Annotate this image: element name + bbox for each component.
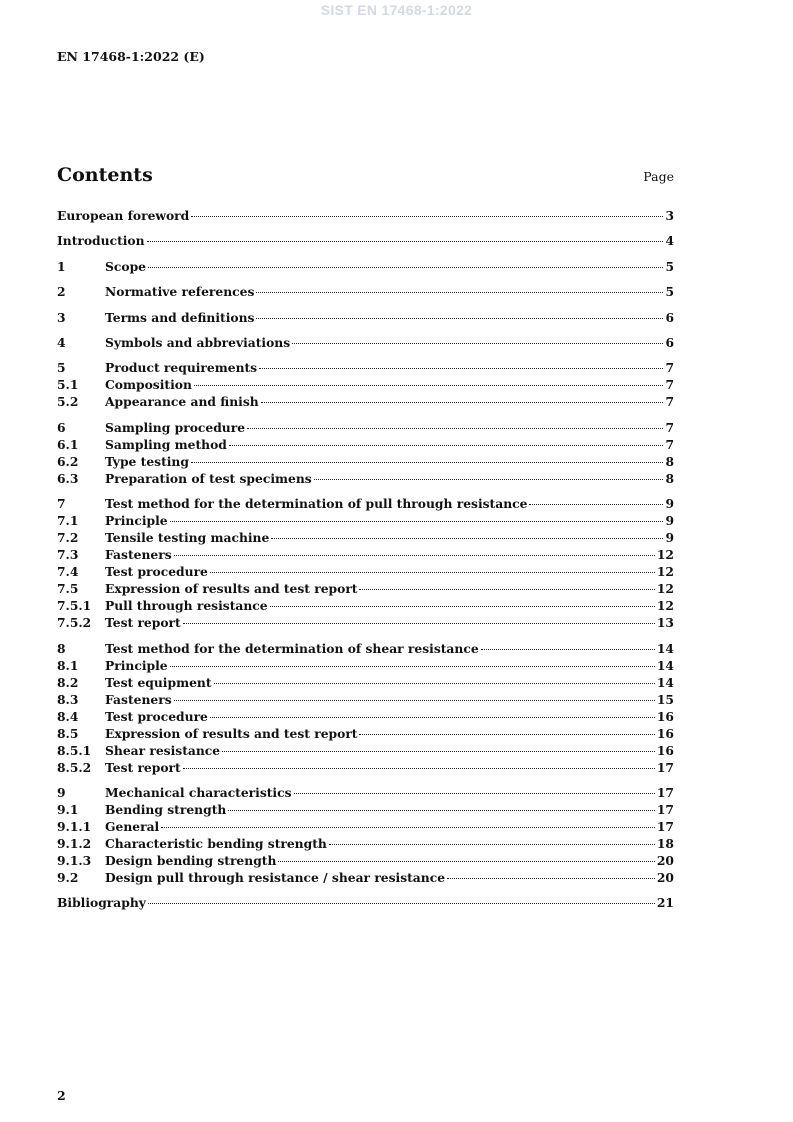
toc-dot-leader — [447, 878, 655, 879]
toc-group — [57, 334, 674, 351]
toc-entry-title: Mechanical characteristics — [105, 784, 292, 800]
toc-entry-number: 5 — [57, 360, 66, 376]
toc-entry-number: 6.1 — [57, 436, 79, 452]
toc-entry-page: 17 — [656, 759, 674, 775]
toc-dot-leader — [183, 623, 655, 624]
toc-entry-number: 8.5.1 — [57, 742, 92, 758]
toc-entry-number: 6.2 — [57, 453, 79, 469]
toc-entry-page: 17 — [656, 801, 674, 817]
toc-entry-number: 8.3 — [57, 691, 79, 707]
document-id: EN 17468-1:2022 (E) — [57, 49, 205, 64]
toc-entry[interactable] — [57, 708, 674, 725]
toc-entry-title: Symbols and abbreviations — [105, 334, 291, 350]
toc-entry-page: 16 — [656, 708, 674, 724]
toc-entry-page: 15 — [656, 691, 674, 707]
toc-entry-page: 17 — [656, 784, 674, 800]
toc-dot-leader — [261, 402, 664, 403]
toc-dot-leader — [147, 241, 664, 242]
toc-entry[interactable] — [57, 393, 674, 410]
toc-entry-page: 6 — [665, 309, 674, 325]
toc-entry-title: Tensile testing machine — [105, 530, 270, 546]
toc-entry[interactable] — [57, 470, 674, 487]
toc-entry[interactable] — [57, 759, 674, 776]
toc-group — [57, 495, 674, 631]
toc-entry-title: European foreword — [57, 208, 190, 223]
toc-entry-title: Product requirements — [105, 360, 258, 376]
toc-entry-page: 16 — [656, 725, 674, 741]
toc-entry-page: 6 — [665, 334, 674, 350]
toc-entry-page: 9 — [665, 496, 674, 512]
toc-entry-page: 7 — [665, 436, 674, 452]
toc-entry-number: 6 — [57, 419, 66, 435]
toc-entry-title: Sampling procedure — [105, 419, 246, 435]
toc-entry[interactable] — [57, 376, 674, 393]
toc-entry-page: 12 — [656, 564, 674, 580]
toc-entry[interactable] — [57, 691, 674, 708]
toc-dot-leader — [259, 368, 663, 369]
toc-entry-page: 7 — [665, 394, 674, 410]
toc-group — [57, 894, 674, 911]
toc-entry-title: Test equipment — [105, 674, 212, 690]
toc-entry-number: 7.1 — [57, 513, 79, 529]
toc-group — [57, 232, 674, 249]
toc-entry-title: Composition — [105, 377, 192, 393]
toc-dot-leader — [222, 751, 655, 752]
toc-entry-page: 3 — [665, 208, 674, 223]
toc-entry-number: 8 — [57, 640, 66, 656]
page-title: Contents — [57, 164, 153, 186]
toc-entry-title: Characteristic bending strength — [105, 835, 327, 851]
toc-entry-number: 9.2 — [57, 869, 79, 885]
toc-entry-number: 7.3 — [57, 547, 79, 563]
toc-entry-title: Principle — [105, 657, 168, 673]
toc-dot-leader — [210, 717, 655, 718]
toc-entry-title: Test procedure — [105, 564, 208, 580]
toc-dot-leader — [359, 589, 654, 590]
toc-group — [57, 207, 674, 224]
toc-entry[interactable] — [57, 674, 674, 691]
toc-entry-title: Test report — [105, 615, 181, 631]
toc-entry[interactable] — [57, 495, 674, 512]
toc-entry[interactable] — [57, 725, 674, 742]
toc-dot-leader — [247, 428, 663, 429]
toc-entry[interactable] — [57, 835, 674, 852]
toc-entry-number: 4 — [57, 334, 66, 350]
toc-entry-title: Test method for the determination of shear resistance — [105, 640, 479, 656]
toc-entry-page: 9 — [665, 513, 674, 529]
toc-entry[interactable] — [57, 894, 674, 911]
toc-entry-number: 8.5.2 — [57, 759, 92, 775]
toc-entry-page: 14 — [656, 640, 674, 656]
toc-entry-number: 1 — [57, 258, 66, 274]
toc-entry-number: 5.1 — [57, 377, 79, 393]
toc-entry[interactable] — [57, 258, 674, 275]
toc-dot-leader — [183, 768, 655, 769]
toc-group — [57, 359, 674, 410]
toc-entry-page: 7 — [665, 377, 674, 393]
toc-entry-page: 5 — [665, 258, 674, 274]
watermark: SIST EN 17468-1:2022 — [320, 2, 473, 18]
toc-entry-number: 2 — [57, 284, 66, 300]
toc-entry[interactable] — [57, 512, 674, 529]
toc-dot-leader — [214, 683, 655, 684]
toc-entry[interactable] — [57, 657, 674, 674]
toc-group — [57, 258, 674, 275]
toc-entry-title: Terms and definitions — [105, 309, 255, 325]
toc-entry-page: 7 — [665, 419, 674, 435]
toc-dot-leader — [174, 555, 655, 556]
toc-entry-title: Preparation of test specimens — [105, 470, 312, 486]
toc-entry-title: Principle — [105, 513, 168, 529]
toc-entry-page: 13 — [656, 615, 674, 631]
toc-entry-title: Normative references — [105, 284, 255, 300]
toc-entry[interactable] — [57, 359, 674, 376]
toc-entry-title: Scope — [105, 258, 146, 274]
toc-entry[interactable] — [57, 453, 674, 470]
toc-entry-number: 9.1.3 — [57, 852, 92, 868]
toc-group — [57, 283, 674, 300]
toc-entry[interactable] — [57, 742, 674, 759]
toc-entry[interactable] — [57, 614, 674, 631]
toc-entry[interactable] — [57, 232, 674, 249]
toc-entry[interactable] — [57, 869, 674, 886]
toc-entry-title: Fasteners — [105, 547, 172, 563]
toc-entry-number: 7.2 — [57, 530, 79, 546]
toc-entry-number: 6.3 — [57, 470, 79, 486]
toc-dot-leader — [314, 479, 664, 480]
toc-entry-page: 8 — [665, 470, 674, 486]
toc-entry-number: 7.5 — [57, 581, 79, 597]
toc-dot-leader — [329, 844, 655, 845]
toc-entry-page: 12 — [656, 598, 674, 614]
toc-entry-title: Introduction — [57, 233, 145, 249]
toc-entry-page: 16 — [656, 742, 674, 758]
toc-entry[interactable] — [57, 580, 674, 597]
toc-entry-page: 21 — [656, 895, 674, 911]
toc-dot-leader — [148, 903, 655, 904]
toc-entry[interactable] — [57, 529, 674, 546]
toc-entry-page: 14 — [656, 657, 674, 673]
toc-entry-title: Test method for the determination of pull through resistance — [105, 496, 528, 512]
toc-entry[interactable] — [57, 207, 674, 224]
toc-entry-title: Pull through resistance — [105, 598, 268, 614]
toc-entry-title: Expression of results and test report — [105, 581, 358, 597]
toc-entry-title: Test report — [105, 759, 181, 775]
toc-entry-page: 20 — [656, 852, 674, 868]
toc-entry-title: Expression of results and test report — [105, 725, 358, 741]
toc-dot-leader — [210, 572, 655, 573]
toc-entry[interactable] — [57, 334, 674, 351]
toc-entry[interactable] — [57, 597, 674, 614]
toc-entry-title: Design bending strength — [105, 852, 277, 868]
toc-dot-leader — [191, 462, 663, 463]
toc-entry-number: 7.5.2 — [57, 615, 92, 631]
table-of-contents — [57, 207, 674, 920]
toc-entry-page: 9 — [665, 530, 674, 546]
toc-entry-title: Shear resistance — [105, 742, 221, 758]
toc-dot-leader — [481, 649, 655, 650]
toc-entry-title: Type testing — [105, 453, 189, 469]
toc-group — [57, 419, 674, 487]
toc-dot-leader — [278, 861, 654, 862]
toc-entry-number: 9.1 — [57, 801, 79, 817]
toc-entry-number: 8.5 — [57, 725, 79, 741]
toc-entry-page: 20 — [656, 869, 674, 885]
toc-dot-leader — [229, 445, 664, 446]
toc-dot-leader — [174, 700, 655, 701]
toc-group — [57, 309, 674, 326]
toc-entry-number: 5.2 — [57, 394, 79, 410]
toc-entry[interactable] — [57, 852, 674, 869]
toc-group — [57, 640, 674, 776]
toc-dot-leader — [170, 666, 655, 667]
toc-entry[interactable] — [57, 546, 674, 563]
toc-entry[interactable] — [57, 818, 674, 835]
toc-entry-number: 3 — [57, 309, 66, 325]
toc-entry-page: 5 — [665, 284, 674, 300]
toc-entry-number: 9.1.2 — [57, 835, 92, 851]
toc-entry-number: 9 — [57, 784, 66, 800]
toc-entry-title: Test procedure — [105, 708, 208, 724]
toc-entry[interactable] — [57, 419, 674, 436]
toc-entry-page: 14 — [656, 674, 674, 690]
toc-entry-page: 12 — [656, 547, 674, 563]
toc-entry-title: Appearance and finish — [105, 394, 259, 410]
toc-entry-number: 7 — [57, 496, 66, 512]
toc-entry-title: General — [105, 818, 160, 834]
toc-entry[interactable] — [57, 640, 674, 657]
toc-entry-number: 7.5.1 — [57, 598, 92, 614]
toc-entry[interactable] — [57, 283, 674, 300]
toc-entry-page: 8 — [665, 453, 674, 469]
toc-entry-number: 8.1 — [57, 657, 79, 673]
toc-entry-page: 4 — [665, 233, 674, 249]
toc-entry[interactable] — [57, 801, 674, 818]
toc-entry-title: Fasteners — [105, 691, 172, 707]
toc-dot-leader — [148, 267, 663, 268]
toc-entry[interactable] — [57, 309, 674, 326]
toc-dot-leader — [359, 734, 654, 735]
toc-entry[interactable] — [57, 563, 674, 580]
toc-dot-leader — [292, 343, 663, 344]
toc-entry-title: Sampling method — [105, 436, 227, 452]
toc-dot-leader — [170, 521, 664, 522]
page-column-label: Page — [643, 169, 674, 184]
toc-entry-title: Bibliography — [57, 895, 146, 911]
toc-dot-leader — [191, 216, 663, 217]
toc-dot-leader — [256, 292, 663, 293]
toc-entry-page: 12 — [656, 581, 674, 597]
toc-dot-leader — [529, 504, 663, 505]
toc-entry-page: 17 — [656, 818, 674, 834]
toc-dot-leader — [294, 793, 655, 794]
toc-entry-title: Bending strength — [105, 801, 227, 817]
toc-entry-page: 7 — [665, 360, 674, 376]
toc-dot-leader — [256, 318, 663, 319]
toc-dot-leader — [271, 538, 663, 539]
toc-entry-page: 18 — [656, 835, 674, 851]
toc-entry-number: 9.1.1 — [57, 818, 92, 834]
toc-entry-number: 7.4 — [57, 564, 79, 580]
toc-entry[interactable] — [57, 436, 674, 453]
toc-entry[interactable] — [57, 784, 674, 801]
toc-dot-leader — [161, 827, 655, 828]
toc-group — [57, 784, 674, 886]
page-number: 2 — [57, 1088, 66, 1103]
toc-dot-leader — [194, 385, 664, 386]
toc-entry-number: 8.4 — [57, 708, 79, 724]
toc-entry-title: Design pull through resistance / shear resistance — [105, 869, 446, 885]
toc-dot-leader — [228, 810, 655, 811]
toc-entry-number: 8.2 — [57, 674, 79, 690]
toc-dot-leader — [270, 606, 655, 607]
